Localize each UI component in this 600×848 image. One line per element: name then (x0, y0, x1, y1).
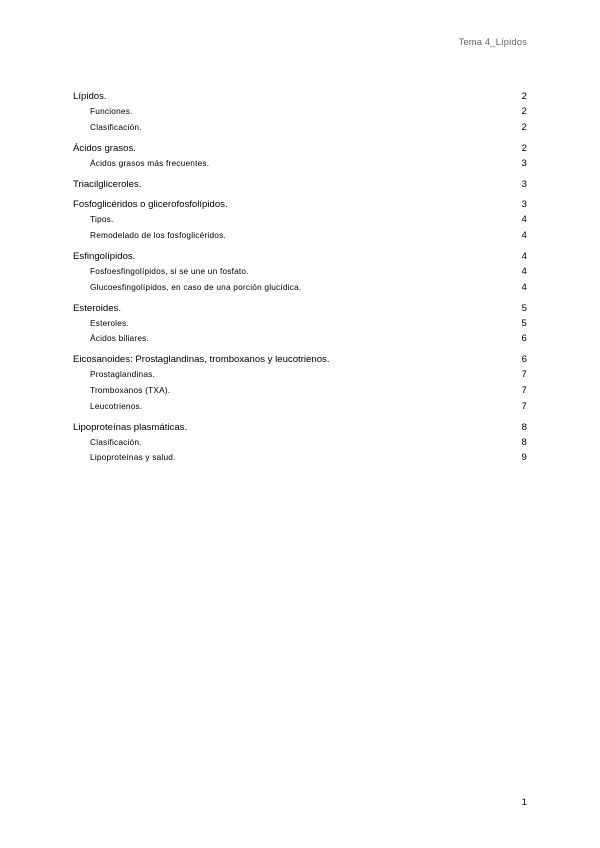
toc-subentry-label: Remodelado de los fosfoglicéridos. (90, 229, 226, 240)
toc-subentry-label: Leucotrienos. (90, 400, 143, 411)
toc-entry[interactable] (73, 301, 527, 316)
toc-subentry[interactable] (73, 316, 527, 332)
toc-section (73, 352, 527, 414)
toc-subentry[interactable] (73, 280, 527, 296)
toc-subentry-page: 4 (521, 281, 527, 293)
toc-subentry-page: 3 (521, 157, 527, 169)
toc-entry-page: 2 (521, 91, 527, 102)
toc-subentry[interactable] (73, 104, 527, 120)
toc-entry-page: 3 (521, 199, 527, 211)
toc-section (73, 249, 527, 295)
toc-entry[interactable] (73, 420, 527, 435)
toc-subentry[interactable] (73, 435, 527, 451)
toc-subentry[interactable] (73, 120, 527, 136)
toc-section (73, 301, 527, 347)
toc-subentry[interactable] (73, 450, 527, 466)
table-of-contents (73, 89, 527, 471)
toc-subentry[interactable] (73, 212, 527, 228)
toc-subentry-label: Glucoesfingolípidos, en caso de una porción glucídica. (90, 281, 302, 292)
toc-subentry-page: 8 (521, 436, 527, 448)
toc-subentry-page: 4 (521, 229, 527, 241)
toc-subentry[interactable] (73, 367, 527, 383)
toc-entry-page: 2 (521, 142, 527, 154)
toc-section (73, 89, 527, 135)
toc-section (73, 197, 527, 243)
toc-entry[interactable] (73, 352, 527, 367)
toc-entry-page: 4 (521, 250, 527, 262)
toc-subentry[interactable] (73, 156, 527, 172)
toc-entry-label: Lípidos. (73, 91, 107, 102)
toc-entry-page: 8 (521, 421, 527, 433)
toc-entry-page: 5 (521, 302, 527, 314)
page-number: 1 (521, 797, 527, 808)
toc-subentry-page: 4 (521, 214, 527, 226)
toc-subentry[interactable] (73, 331, 527, 347)
toc-entry-label: Fosfoglicéridos o glicerofosfolípidos. (73, 199, 228, 211)
toc-subentry-label: Tipos. (90, 214, 114, 225)
toc-subentry-label: Ácidos biliares. (90, 333, 149, 344)
toc-entry-label: Ácidos grasos. (73, 142, 136, 154)
toc-section (73, 420, 527, 466)
toc-subentry-page: 2 (521, 121, 527, 133)
toc-entry[interactable] (73, 89, 527, 104)
toc-subentry[interactable] (73, 383, 527, 399)
toc-subentry-page: 5 (521, 317, 527, 329)
toc-subentry-page: 4 (521, 265, 527, 277)
toc-entry-page: 3 (521, 178, 527, 190)
toc-subentry-label: Lipoproteínas y salud. (90, 452, 176, 463)
toc-subentry-page: 2 (521, 106, 527, 117)
toc-entry-label: Lipoproteínas plasmáticas. (73, 421, 188, 433)
toc-entry-page: 6 (521, 354, 527, 366)
toc-subentry-page: 7 (521, 384, 527, 396)
toc-subentry[interactable] (73, 264, 527, 280)
toc-section (73, 141, 527, 172)
toc-subentry-label: Ácidos grasos más frecuentes. (90, 157, 210, 168)
running-header-title: Tema 4_Lípidos (458, 37, 527, 48)
toc-subentry-label: Funciones. (90, 106, 133, 116)
toc-subentry-label: Clasificación. (90, 121, 142, 132)
toc-entry[interactable] (73, 141, 527, 156)
toc-entry-label: Triacilgliceroles. (73, 178, 142, 190)
toc-entry-label: Eicosanoides: Prostaglandinas, tromboxanos y leucotrienos. (73, 354, 330, 366)
toc-entry-label: Esfingolípidos. (73, 250, 136, 262)
toc-subentry-label: Prostaglandinas. (90, 369, 156, 380)
toc-subentry-label: Clasificación. (90, 436, 142, 447)
toc-subentry[interactable] (73, 228, 527, 244)
toc-subentry-label: Esteroles. (90, 317, 129, 328)
toc-entry-label: Esteroides. (73, 302, 121, 314)
toc-entry[interactable] (73, 177, 527, 192)
toc-entry[interactable] (73, 249, 527, 264)
toc-entry[interactable] (73, 197, 527, 212)
toc-subentry-page: 6 (521, 333, 527, 345)
toc-section (73, 177, 527, 192)
toc-subentry-page: 7 (521, 400, 527, 412)
toc-subentry-label: Fosfoesfingolípidos, si se une un fosfato. (90, 265, 249, 276)
toc-subentry[interactable] (73, 399, 527, 415)
toc-subentry-page: 9 (521, 452, 527, 464)
toc-subentry-page: 7 (521, 369, 527, 381)
toc-subentry-label: Tromboxanos (TXA). (90, 384, 171, 395)
